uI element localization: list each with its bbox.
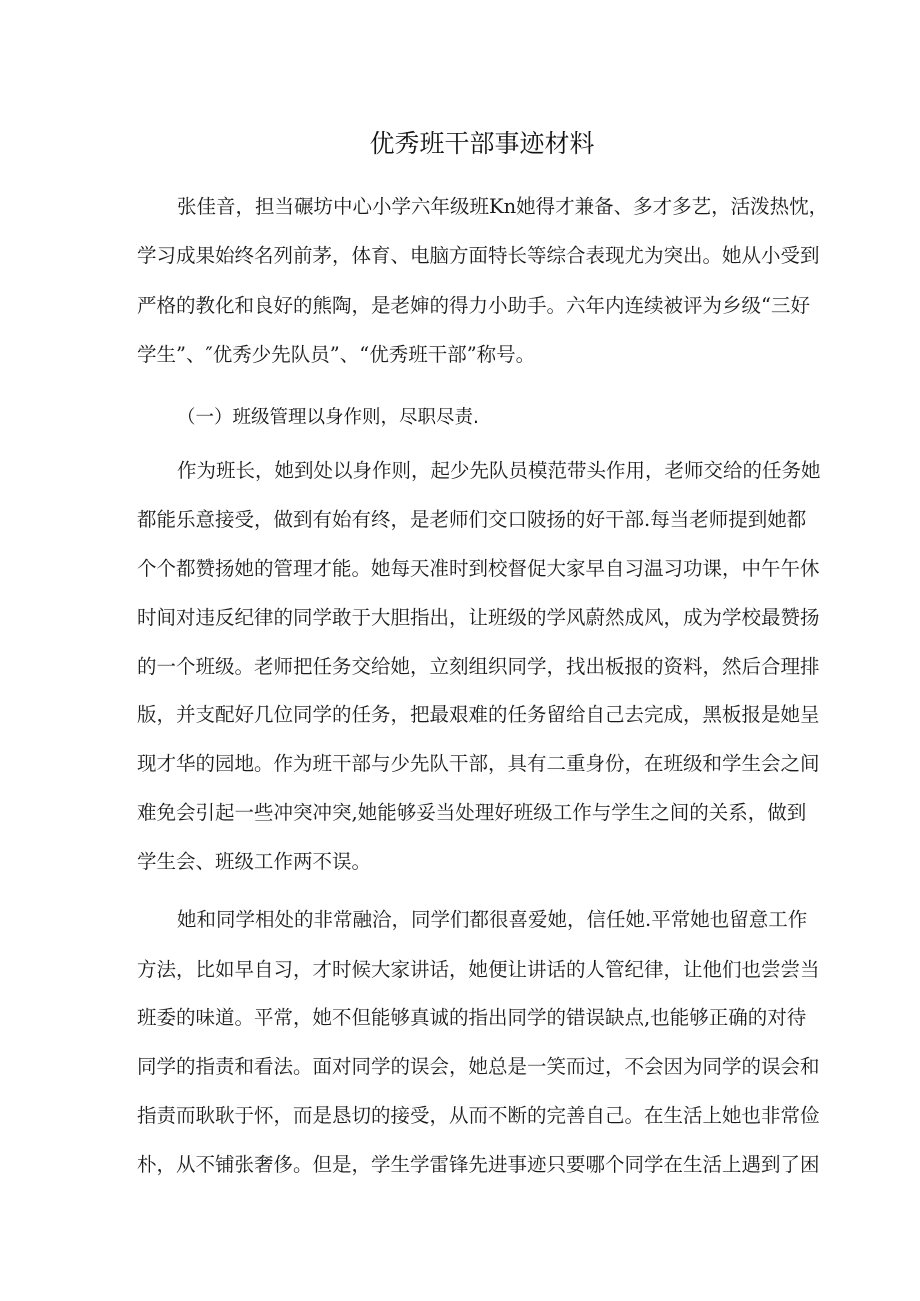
intro-line: 张佳音，担当碾坊中心小学六年级班Kn她得才兼备、多才多艺，活泼热忱， [177, 195, 829, 218]
body-line: 同学的指责和看法。面对同学的误会，她总是一笑而过，不会因为同学的误会和 [137, 1055, 820, 1078]
intro-line: 学习成果始终名列前茅，体育、电脑方面特长等综合表现尤为突出。她从小受到 [137, 244, 820, 267]
body-line: 都能乐意接受，做到有始有终，是老师们交口陂扬的好干部.每当老师提到她都 [137, 508, 807, 531]
body-line: 个个都赞扬她的管理才能。她每天准时到校督促大家早自习温习功课，中午午休 [137, 557, 820, 580]
body-line: 现才华的园地。作为班干部与少先队干部，具有二重身份，在班级和学生会之间 [137, 752, 820, 775]
document-title: 优秀班干部事迹材料 [369, 129, 595, 158]
intro-line: 学生”、″优秀少先队员”、“优秀班干部”称号。 [137, 343, 536, 366]
intro-line: 严格的教化和良好的熊陶，是老婶的得力小助手。六年内连续被评为乡级“三好 [137, 294, 810, 317]
body-line: 难免会引起一些冲突冲突,她能够妥当处理好班级工作与学生之间的关系，做到 [137, 801, 807, 824]
body-line: 作为班长，她到处以身作则，起少先队员模范带头作用，老师交给的任务她 [177, 459, 821, 482]
body-line: 朴，从不铺张奢侈。但是，学生学雷锋先进事迹只要哪个同学在生活上遇到了困 [137, 1153, 820, 1176]
section-heading: （一）班级管理以身作则，尽职尽责. [177, 407, 479, 428]
body-line: 她和同学相处的非常融洽，同学们都很喜爱她，信任她.平常她也留意工作 [177, 908, 808, 931]
body-line: 的一个班级。老师把任务交给她，立刻组织同学，找出板报的资料，然后合理排 [137, 655, 820, 678]
body-line: 方法，比如早自习，才时候大家讲话，她便让讲话的人管纪律，让他们也尝尝当 [137, 958, 820, 981]
body-line: 班委的味道。平常，她不但能够真诚的指出同学的错误缺点,也能够正确的对待 [137, 1006, 807, 1029]
body-line: 时间对违反纪律的同学敢于大胆指出，让班级的学风蔚然成风，成为学校最赞扬 [137, 606, 820, 629]
body-line: 版，并支配好几位同学的任务，把最艰难的任务留给自己去完成，黑板报是她呈 [137, 703, 820, 726]
body-line: 指责而耿耿于怀，而是恳切的接受，从而不断的完善自己。在生活上她也非常俭 [137, 1104, 820, 1127]
body-line: 学生会、班级工作两不误。 [137, 850, 372, 873]
